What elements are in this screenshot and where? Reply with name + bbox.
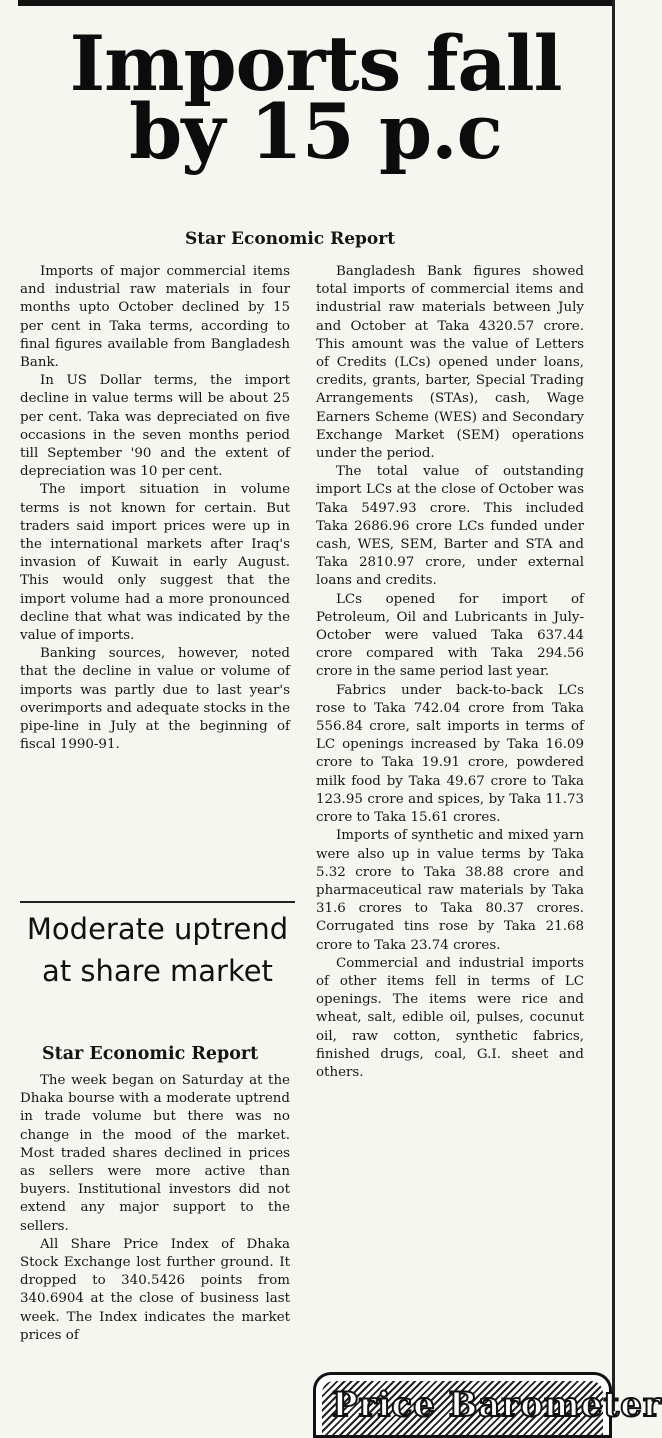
article-right-column — [316, 263, 584, 1082]
paragraph: The week began on Saturday at the Dhaka bourse with a moderate uptrend in trade volume but there was no change in the mood of the market. Most traded shares declined in prices as sellers were more active than buyers. Institutional investors did not extend any major support to the sellers. — [20, 1073, 290, 1234]
paragraph: The total value of outstanding import LCs at the close of October was Taka 5497.93 crore. This included Taka 2686.96 crore LCs funded under cash, WES, SEM, Barter and STA and Taka 2810.97 crore, under external loans and credits. — [316, 464, 584, 589]
paragraph: LCs opened for import of Petroleum, Oil and Lubricants in July-October were valued Taka 637.44 crore compared with Taka 294.56 crore in the same period last year. — [316, 591, 584, 680]
paragraph: In US Dollar terms, the import decline in value terms will be about 25 per cent. Taka was depreciated on five occasions in the seven months period till September '90 and the extent of depreciation was 10 per cent. — [20, 373, 290, 480]
paragraph: Imports of major commercial items and industrial raw materials in four months upto October declined by 15 per cent in Taka terms, according to final figures available from Bangladesh Bank. — [20, 264, 290, 371]
paragraph: Fabrics under back-to-back LCs rose to Taka 742.04 crore from Taka 556.84 crore, salt imports in terms of LC openings increased by Taka 16.09 crore to Taka 19.91 crore, powdered milk food by Taka 49.67 crore to Taka 123.95 crore and spices, by Taka 11.73 crore to Taka 15.61 crores. — [316, 682, 584, 826]
paragraph: The import situation in volume terms is not known for certain. But traders said import prices were up in the international markets after Iraq's invasion of Kuwait in early August. This would only suggest that the import volume had a more pronounced decline that what was indicated by the value of imports. — [20, 482, 290, 644]
paragraph: Imports of synthetic and mixed yarn were also up in value terms by Taka 5.32 crore to Taka 38.88 crore and pharmaceutical raw materials by Taka 31.6 crores to Taka 80.37 crores. Corrugated tins rose by Taka 21.68 crore to Taka 23.74 crores. — [316, 828, 584, 953]
price-barometer-title: Price Barometer — [332, 1385, 662, 1425]
paragraph: Commercial and industrial imports of other items fell in terms of LC openings. The items were rice and wheat, salt, edible oil, pulses, cocunut oil, raw cotton, synthetic fabrics, finished drugs, coal, G.I. sheet and others. — [316, 955, 584, 1080]
share-market-headline: Moderate uptrend at share market — [26, 912, 289, 988]
share-market-column — [20, 1072, 290, 1345]
price-barometer-box — [313, 1372, 662, 1438]
paragraph: All Share Price Index of Dhaka Stock Exchange lost further ground. It dropped to 340.5426 points from 340.6904 at the close of business last week. The Index indicates the market prices of — [20, 1236, 290, 1343]
right-column-rule — [612, 0, 615, 1411]
paragraph: Banking sources, however, noted that the decline in value or volume of imports was partly due to last year's overimports and adequate stocks in the pipe-line in July at the beginning of fiscal 1990-91. — [20, 646, 290, 753]
headline: Imports fall by 15 p.c — [69, 19, 562, 176]
section-divider — [20, 901, 295, 903]
share-market-byline: Star Economic Report — [42, 1044, 259, 1064]
top-rule — [18, 0, 615, 6]
byline: Star Economic Report — [185, 229, 396, 249]
article-left-column — [20, 263, 290, 754]
paragraph: Bangladesh Bank figures showed total imports of commercial items and industrial raw materials between July and October at Taka 4320.57 crore. This amount was the value of Letters of Credits (LCs) opened under loans, credits, grants, barter, Special Trading Arrangements (STAs), cash, Wage Earners Scheme (WES) and Secondary Exchange Market (SEM) operations under the period. — [316, 264, 584, 462]
